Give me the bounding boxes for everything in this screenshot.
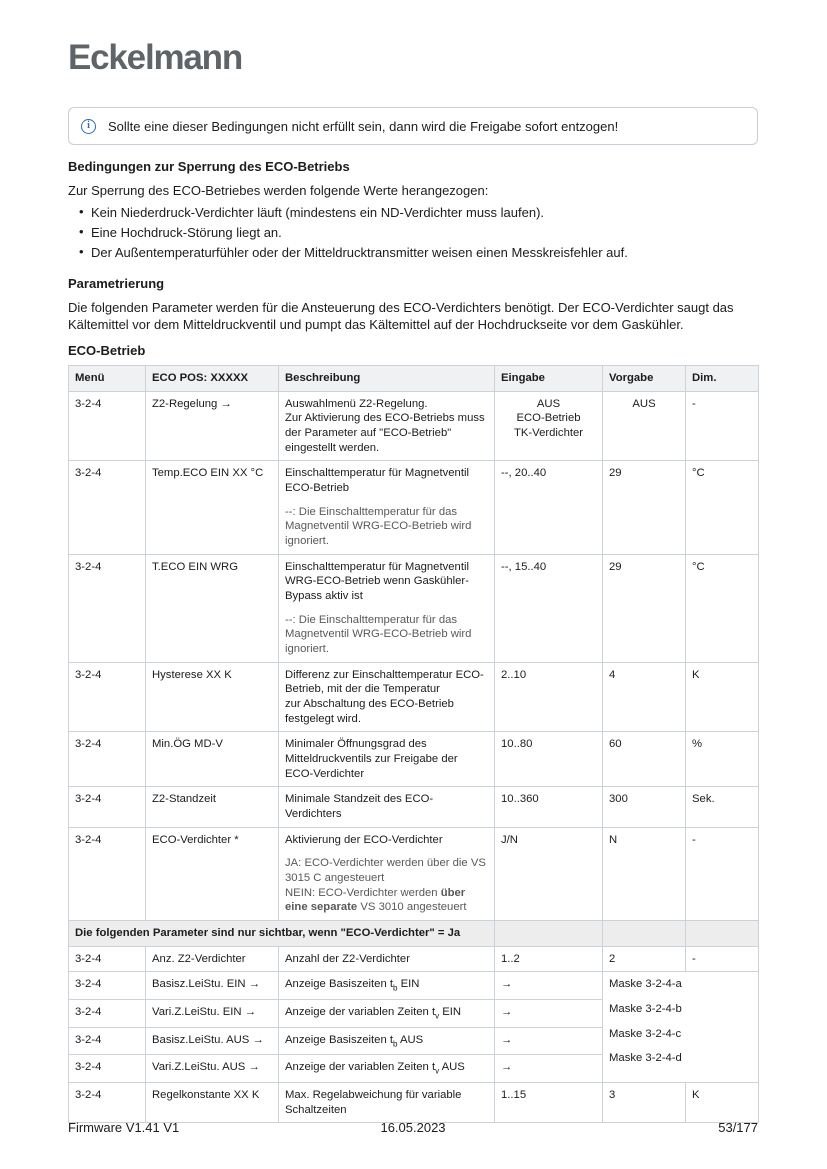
description-paragraph — [285, 560, 488, 604]
menu-cell: 3-2-4 — [69, 827, 146, 920]
eingabe-value: → — [501, 1005, 513, 1018]
info-banner-text: Sollte eine dieser Bedingungen nicht erfüllt sein, dann wird die Freigabe sofort entzogen! — [108, 118, 619, 134]
text-segment: AUS — [439, 1061, 465, 1074]
vorgabe-cell: 29 — [603, 461, 686, 554]
sperrung-intro: Zur Sperrung des ECO-Betriebes werden folgende Werte herangezogen: — [68, 183, 489, 199]
param-cell: Z2-Standzeit — [146, 787, 279, 827]
vorgabe-cell: 300 — [603, 787, 686, 827]
dim-cell: Sek. — [686, 787, 759, 827]
eingabe-value: J/N — [501, 833, 518, 846]
text-segment: Einschalttemperatur für Magnetventil ECO-Betrieb — [285, 467, 469, 494]
text-segment: Anzeige Basiszeiten t — [285, 978, 394, 991]
maske-value: Maske 3-2-4-d — [609, 1052, 682, 1065]
text-segment: Aktivierung der ECO-Verdichter — [285, 833, 443, 846]
heading-parametrierung: Parametrierung — [68, 275, 165, 291]
maske-value: Maske 3-2-4-a — [609, 978, 682, 991]
dim-cell: K — [686, 662, 759, 732]
param-cell: Z2-Regelung → — [146, 391, 279, 461]
eingabe-cell — [495, 732, 603, 787]
eingabe-value: AUS — [536, 397, 561, 410]
description-paragraph — [285, 1060, 488, 1077]
menu-cell: 3-2-4 — [69, 554, 146, 662]
text-segment: zur Abschaltung des ECO-Betrieb festgelegt wird. — [285, 697, 454, 725]
param-cell: Hysterese XX K — [146, 662, 279, 732]
description-paragraph — [285, 833, 488, 848]
table-row — [69, 461, 759, 554]
text-segment: Anzeige Basiszeiten t — [285, 1033, 394, 1046]
table-header — [69, 365, 759, 391]
eingabe-cell — [495, 554, 603, 662]
eingabe-cell — [495, 1027, 603, 1055]
description-cell — [279, 972, 495, 1000]
table-header-row — [69, 365, 759, 391]
heading-sperrung: Bedingungen zur Sperrung des ECO-Betriebs — [68, 159, 350, 174]
eingabe-cell — [495, 999, 603, 1027]
description-paragraph — [285, 466, 488, 495]
param-cell: Vari.Z.LeiStu. EIN → — [146, 999, 279, 1027]
subscript-text: v — [435, 1066, 440, 1076]
text-segment: --: Die Einschalttemperatur für das Magnetventil WRG-ECO-Betrieb wird ignoriert. — [285, 505, 472, 547]
dim-cell: °C — [686, 461, 759, 554]
param-cell: Basisz.LeiStu. AUS → — [146, 1027, 279, 1055]
vorgabe-cell: N — [603, 827, 686, 920]
bullet-item: • Eine Hochdruck-Störung liegt an. — [91, 225, 758, 242]
maske-value: Maske 3-2-4-b — [609, 1003, 682, 1016]
dim-cell: - — [686, 827, 759, 920]
eingabe-cell — [495, 1055, 603, 1083]
eingabe-cell — [495, 391, 603, 461]
text-segment: --: Die Einschalttemperatur für das Magnetventil WRG-ECO-Betrieb wird ignoriert. — [285, 613, 472, 655]
eingabe-cell — [495, 461, 603, 554]
vorgabe-cell: 29 — [603, 554, 686, 662]
eingabe-value: 1..15 — [501, 1088, 527, 1101]
eingabe-value: 1..2 — [501, 952, 520, 965]
table-row — [69, 972, 759, 1000]
param-cell: Basisz.LeiStu. EIN → — [146, 972, 279, 1000]
parametrierung-text: Die folgenden Parameter werden für die Ansteuerung des ECO-Verdichters benötigt. Der ECO-Verdichter saugt das Kältemittel vor dem Mitteldruckventil und pumpt das Kältemittel auf der Hochdruckseite vor dem Gaskühler. — [68, 300, 734, 332]
table-row — [69, 787, 759, 827]
text-segment: Anzeige der variablen Zeiten t — [285, 1061, 436, 1074]
text-segment: Auswahlmenü Z2-Regelung. — [285, 397, 428, 410]
description-cell — [279, 662, 495, 732]
text-segment: JA: ECO-Verdichter werden über die VS 3015 C angesteuert — [285, 857, 486, 884]
menu-cell: 3-2-4 — [69, 1055, 146, 1083]
text-segment: Minimaler Öffnungsgrad des Mitteldruckventils zur Freigabe der ECO-Verdichter — [285, 738, 458, 780]
dim-cell: - — [686, 391, 759, 461]
description-cell — [279, 554, 495, 662]
bullet-item: • Der Außentemperaturfühler oder der Mitteldrucktransmitter weisen einen Messkreisfehler auf. — [91, 245, 758, 262]
dim-cell: K — [686, 1082, 759, 1122]
table-section-band — [69, 921, 759, 947]
column-header-eingabe: Eingabe — [495, 365, 603, 391]
menu-cell: 3-2-4 — [69, 662, 146, 732]
footer-firmware-version: Firmware V1.41 V1 — [68, 1120, 180, 1135]
menu-cell: 3-2-4 — [69, 1082, 146, 1122]
description-cell — [279, 1055, 495, 1083]
parameter-table — [68, 365, 759, 1123]
bullet-item: • Kein Niederdruck-Verdichter läuft (mindestens ein ND-Verdichter muss laufen). — [91, 205, 758, 222]
table-row — [69, 662, 759, 732]
description-cell — [279, 391, 495, 461]
description-paragraph — [285, 1088, 488, 1117]
text-segment: EIN — [439, 1005, 462, 1018]
eingabe-cell — [495, 662, 603, 732]
table-row — [69, 554, 759, 662]
menu-cell: 3-2-4 — [69, 972, 146, 1000]
description-paragraph — [285, 977, 488, 994]
description-paragraph — [285, 952, 488, 967]
text-segment: Minimale Standzeit des ECO-Verdichters — [285, 793, 434, 820]
maske-cell — [603, 972, 759, 1083]
eingabe-value: ECO-Betrieb — [516, 412, 581, 425]
dim-cell: - — [686, 946, 759, 972]
description-cell — [279, 1082, 495, 1122]
table-row — [69, 391, 759, 461]
text-segment: AUS — [397, 1033, 424, 1046]
description-cell — [279, 946, 495, 972]
param-cell: Temp.ECO EIN XX °C — [146, 461, 279, 554]
param-cell: T.ECO EIN WRG — [146, 554, 279, 662]
param-cell: ECO-Verdichter * — [146, 827, 279, 920]
description-paragraph — [285, 397, 488, 456]
subscript-text: v — [435, 1011, 440, 1021]
band-empty-cell — [495, 921, 603, 947]
description-paragraph — [285, 613, 488, 657]
description-cell — [279, 787, 495, 827]
column-header-vorgabe: Vorgabe — [603, 365, 686, 391]
column-header-beschreibung: Beschreibung — [279, 365, 495, 391]
vorgabe-cell: 4 — [603, 662, 686, 732]
eingabe-value: → — [501, 1033, 513, 1046]
vorgabe-cell: 3 — [603, 1082, 686, 1122]
text-segment: Anzeige der variablen Zeiten t — [285, 1005, 436, 1018]
text-segment: NEIN: ECO-Verdichter werden — [285, 886, 441, 899]
vorgabe-cell: AUS — [603, 391, 686, 461]
description-paragraph — [285, 668, 488, 727]
param-cell: Vari.Z.LeiStu. AUS → — [146, 1055, 279, 1083]
eingabe-cell — [495, 972, 603, 1000]
text-segment: Zur Aktivierung des ECO-Betriebs muss der Parameter auf "ECO-Betrieb" eingestellt werden. — [285, 412, 485, 454]
column-header-menu: Menü — [69, 365, 146, 391]
table-row — [69, 732, 759, 787]
description-paragraph — [285, 792, 488, 821]
band-empty-cell — [603, 921, 686, 947]
vorgabe-cell: 2 — [603, 946, 686, 972]
footer-page-number: 53/177 — [718, 1120, 758, 1135]
band-text: Die folgenden Parameter sind nur sichtbar, wenn "ECO-Verdichter" = Ja — [69, 921, 495, 947]
eingabe-value: 2..10 — [501, 668, 527, 681]
column-header-ecopos: ECO POS: XXXXX — [146, 365, 279, 391]
page-content — [68, 0, 758, 1123]
description-cell — [279, 461, 495, 554]
menu-cell: 3-2-4 — [69, 1027, 146, 1055]
menu-cell: 3-2-4 — [69, 946, 146, 972]
description-paragraph — [285, 856, 488, 915]
band-empty-cell — [686, 921, 759, 947]
text-segment: EIN — [397, 978, 420, 991]
menu-cell: 3-2-4 — [69, 391, 146, 461]
eingabe-cell — [495, 1082, 603, 1122]
page-footer — [68, 1120, 758, 1136]
description-paragraph — [285, 1033, 488, 1050]
description-cell — [279, 999, 495, 1027]
eckelmann-logo: Eckelmann — [68, 38, 243, 77]
maske-value: Maske 3-2-4-c — [609, 1027, 682, 1040]
eingabe-value: TK-Verdichter — [513, 426, 584, 439]
description-cell — [279, 827, 495, 920]
eingabe-cell — [495, 827, 603, 920]
eingabe-value: 10..80 — [501, 738, 533, 751]
menu-cell: 3-2-4 — [69, 461, 146, 554]
table-row — [69, 946, 759, 972]
column-header-dim: Dim. — [686, 365, 759, 391]
eingabe-value: 10..360 — [501, 793, 539, 806]
param-cell: Regelkonstante XX K — [146, 1082, 279, 1122]
subscript-text: b — [393, 983, 398, 993]
text-segment: Max. Regelabweichung für variable Schaltzeiten — [285, 1088, 462, 1116]
table-row — [69, 827, 759, 920]
parameter-table-body — [69, 391, 759, 1123]
description-paragraph — [285, 505, 488, 549]
table-row — [69, 1082, 759, 1122]
vorgabe-cell: 60 — [603, 732, 686, 787]
text-segment: VS 3010 angesteuert — [357, 901, 467, 914]
info-banner — [68, 107, 758, 145]
text-segment: Einschalttemperatur für Magnetventil WRG-ECO-Betrieb wenn Gaskühler-Bypass aktiv ist — [285, 560, 469, 602]
text-segment: Anzahl der Z2-Verdichter — [285, 952, 410, 965]
description-paragraph — [285, 1005, 488, 1022]
bold-text: über eine separate — [285, 886, 466, 914]
menu-cell: 3-2-4 — [69, 999, 146, 1027]
menu-cell: 3-2-4 — [69, 787, 146, 827]
subscript-text: b — [393, 1038, 398, 1048]
description-cell — [279, 1027, 495, 1055]
param-cell: Min.ÖG MD-V — [146, 732, 279, 787]
description-paragraph — [285, 737, 488, 781]
eingabe-cell — [495, 946, 603, 972]
description-cell — [279, 732, 495, 787]
text-segment: Differenz zur Einschalttemperatur ECO-Betrieb, mit der die Temperatur — [285, 668, 484, 696]
dim-cell: % — [686, 732, 759, 787]
dim-cell: °C — [686, 554, 759, 662]
eingabe-value: --, 20..40 — [501, 467, 547, 480]
eingabe-value: → — [501, 978, 513, 991]
footer-date: 16.05.2023 — [380, 1120, 446, 1135]
eingabe-value: → — [501, 1061, 513, 1074]
table-title: ECO-Betrieb — [68, 342, 146, 358]
eingabe-cell — [495, 787, 603, 827]
info-icon: i — [81, 119, 96, 134]
param-cell: Anz. Z2-Verdichter — [146, 946, 279, 972]
menu-cell: 3-2-4 — [69, 732, 146, 787]
eingabe-value: --, 15..40 — [501, 560, 547, 573]
sperrung-bullet-list — [68, 205, 758, 262]
